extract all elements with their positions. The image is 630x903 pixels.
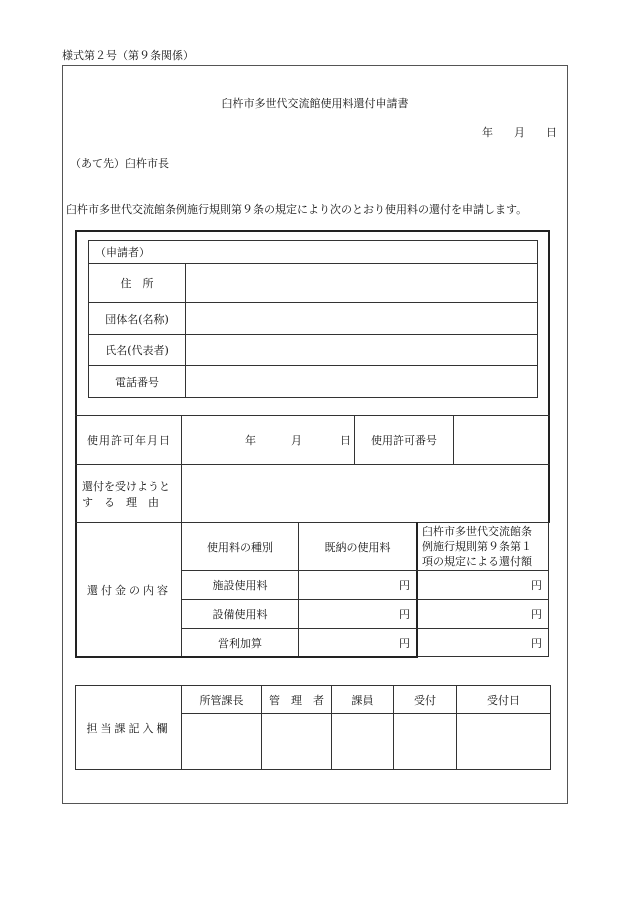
fee-type-commercial: 営利加算 (218, 636, 262, 650)
phone-field[interactable] (186, 366, 537, 397)
refund-equipment-field[interactable]: 円 (531, 608, 542, 621)
paid-equipment-field[interactable]: 円 (399, 608, 410, 621)
office-col-manager: 管 理 者 (269, 693, 324, 707)
office-col-section-chief: 所管課長 (199, 693, 244, 707)
fee-type-facility: 施設使用料 (212, 579, 268, 592)
office-reception-stamp[interactable] (394, 714, 456, 769)
office-use-label: 担当課記入欄 (86, 721, 171, 735)
paid-commercial-field[interactable]: 円 (399, 636, 410, 650)
date-day-label: 日 (546, 126, 557, 139)
applicant-heading: （申請者） (95, 246, 150, 259)
office-section-chief-stamp[interactable] (182, 714, 261, 769)
office-col-staff: 課員 (351, 693, 374, 707)
paid-facility-field[interactable]: 円 (399, 579, 410, 592)
office-manager-stamp[interactable] (262, 714, 331, 769)
permit-number-label: 使用許可番号 (371, 434, 437, 447)
refund-label: 還付金の内容 (87, 583, 171, 597)
addressee: （あて先）臼杵市長 (70, 157, 169, 170)
refund-facility-field[interactable]: 円 (531, 579, 542, 592)
org-name-field[interactable] (186, 303, 537, 334)
date-month-label: 月 (514, 126, 525, 139)
form-title: 臼杵市多世代交流館使用料還付申請書 (221, 97, 409, 110)
address-field[interactable] (186, 264, 537, 302)
col-refund-amount-1: 臼杵市多世代交流館条 (422, 525, 532, 538)
refund-commercial-field[interactable]: 円 (531, 636, 542, 650)
permit-date-label: 使用許可年月日 (87, 434, 171, 447)
col-refund-amount-3: 項の規定による還付額 (422, 555, 532, 568)
permit-year: 年 (245, 434, 256, 447)
statement: 臼杵市多世代交流館条例施行規則第９条の規定により次のとおり使用料の還付を申請します。 (66, 203, 528, 216)
office-staff-stamp[interactable] (332, 714, 393, 769)
org-name-label: 団体名(名称) (105, 312, 169, 326)
form-number-label: 様式第２号（第９条関係） (62, 49, 194, 62)
reason-field[interactable] (182, 465, 548, 522)
reason-label-2: す る 理 由 (82, 496, 159, 509)
reason-label-1: 還付を受けようと (82, 480, 170, 493)
rep-name-label: 氏名(代表者) (105, 344, 169, 357)
address-label: 住 所 (120, 277, 154, 290)
col-fee-type: 使用料の種別 (207, 540, 273, 554)
col-paid-fee: 既納の使用料 (324, 540, 391, 554)
phone-label: 電話番号 (115, 375, 159, 389)
office-reception-date-field[interactable] (457, 714, 550, 769)
office-col-reception-date: 受付日 (487, 693, 520, 707)
date-year-label: 年 (482, 126, 493, 139)
permit-day: 日 (340, 434, 351, 447)
rep-name-field[interactable] (186, 335, 537, 365)
col-refund-amount-2: 例施行規則第９条第１ (422, 540, 532, 553)
permit-number-field[interactable] (454, 416, 548, 464)
office-col-reception: 受付 (414, 693, 436, 707)
fee-type-equipment: 設備使用料 (212, 608, 268, 621)
permit-month: 月 (291, 434, 302, 447)
